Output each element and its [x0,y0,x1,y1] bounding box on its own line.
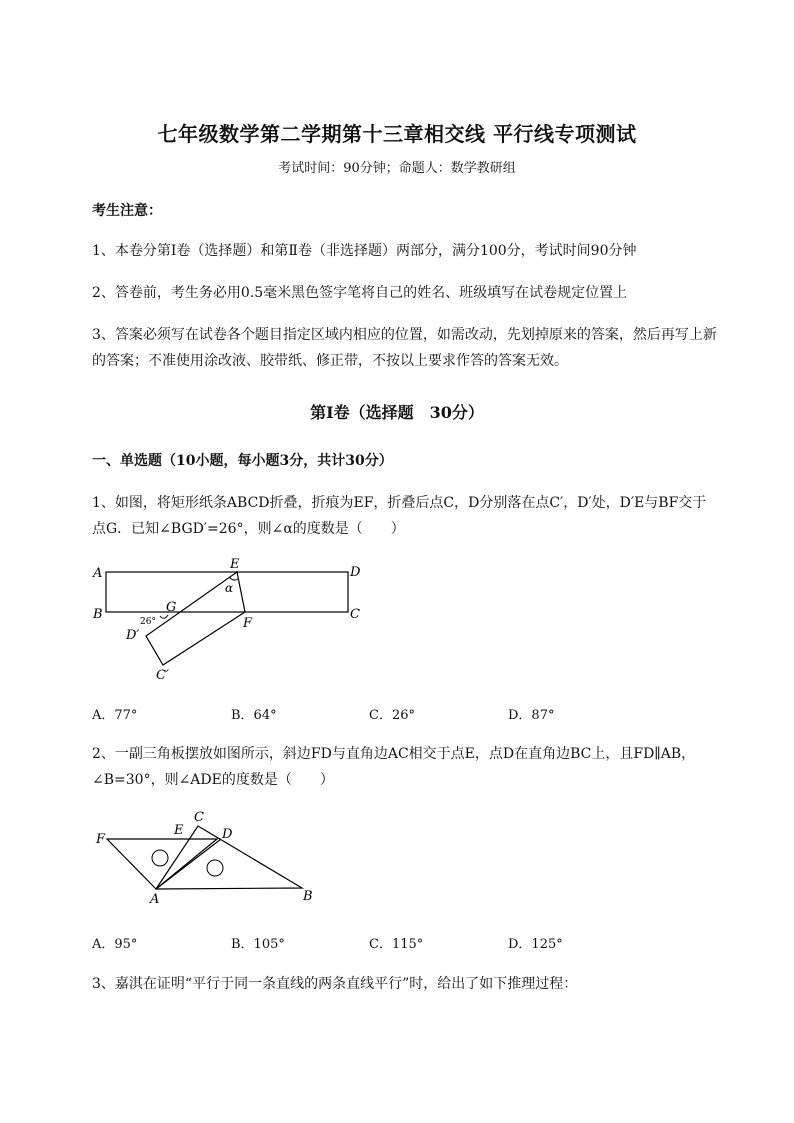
option-a: A．95° [92,937,138,952]
option-c: C．26° [369,708,415,723]
triangle-left [107,839,217,889]
label-C-prime: C′ [156,668,169,683]
notice-item: 2、答卷前，考生务必用0.5毫米黑色签字笔将自己的姓名、班级填写在试卷规定位置上 [92,285,628,301]
label-D: D [222,827,233,842]
question-3-text: 3、嘉淇在证明“平行于同一条直线的两条直线平行”时，给出了如下推理过程： [92,976,578,992]
label-B: B [303,889,313,904]
alpha-arc [229,577,238,580]
question-1-figure [88,555,378,685]
label-F: F [243,616,253,631]
exam-info: 考试时间：90分钟；命题人：数学教研组 [278,161,516,176]
question-1-text: 1、如图，将矩形纸条ABCD折叠，折痕为EF，折叠后点C，D分别落在点C′，D′处，D′E与BF交于点G．已知∠BGD′=26°，则∠α的度数是（ ） [92,495,707,537]
question-2-text: 2、一副三角板摆放如图所示，斜边FD与直角边AC相交于点E，点D在直角边BC上，且FD∥AB，∠B=30°，则∠ADE的度数是（ ） [92,746,696,788]
label-D: D [350,565,361,580]
label-C: C [350,607,360,622]
notice-item: 3、答案必须写在试卷各个题目指定区域内相应的位置，如需改动，先划掉原来的答案，然后再写上新的答案；不准使用涂改液、胶带纸、修正带，不按以上要求作答的答案无效。 [92,327,717,369]
label-D-prime: D′ [126,628,140,643]
option-b: B．64° [231,708,277,723]
label-E: E [230,557,240,572]
option-a: A．77° [92,708,138,723]
label-G: G [166,600,177,615]
option-c: C．115° [369,937,424,952]
hole-left [152,850,168,866]
option-b: B．105° [231,937,285,952]
label-E: E [174,823,184,838]
question-2-figure [88,806,328,906]
label-alpha: α [225,581,234,595]
option-d: D．87° [508,708,555,723]
label-angle-26: 26° [140,617,156,627]
label-A: A [150,892,160,906]
notice-item: 1、本卷分第Ⅰ卷（选择题）和第Ⅱ卷（非选择题）两部分，满分100分，考试时间90分钟 [92,243,637,259]
part-heading: 一、单选题（10小题，每小题3分，共计30分） [92,453,393,469]
label-B: B [93,607,103,622]
page-title: 七年级数学第二学期第十三章相交线 平行线专项测试 [157,122,637,146]
section-title: 第Ⅰ卷（选择题 30分） [310,403,484,422]
notice-heading: 考生注意： [92,203,162,219]
label-C: C [194,810,204,825]
angle-arc [160,615,168,618]
hole-right [207,860,223,876]
option-d: D．125° [508,937,563,952]
label-F: F [96,832,106,847]
label-A: A [93,566,103,581]
